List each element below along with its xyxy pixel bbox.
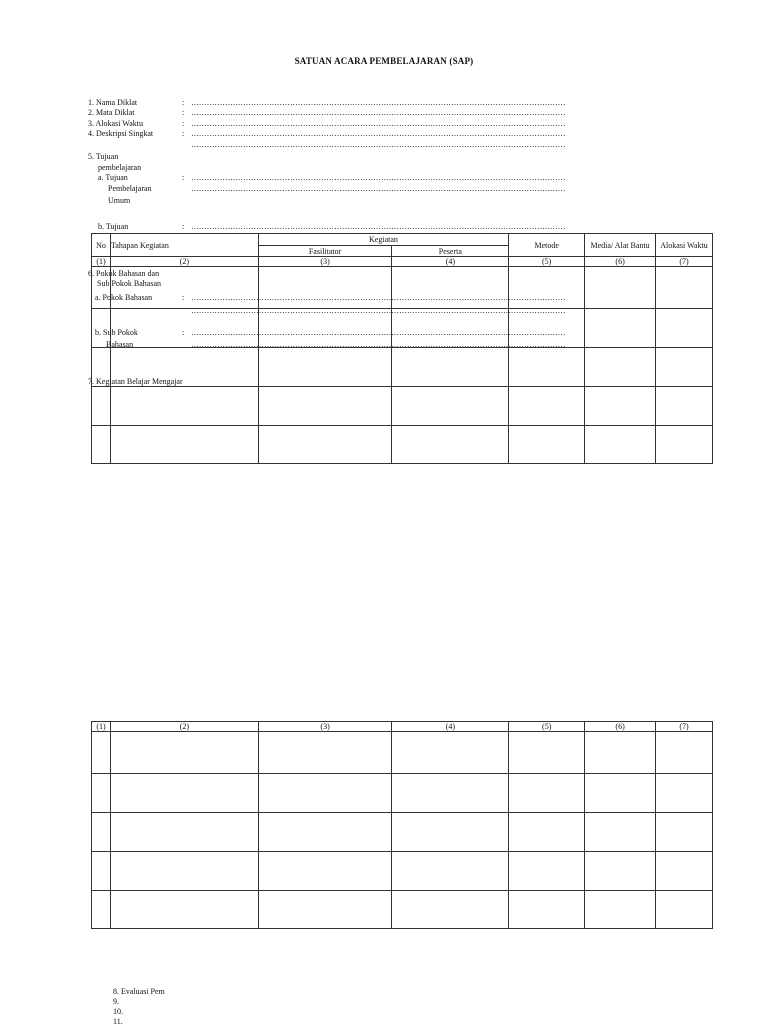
col-number: (5) <box>509 257 585 267</box>
field-dots-deskripsi-singkat[interactable]: ……………………………………………………………………………………………………………………………… <box>191 129 566 138</box>
table-row <box>92 774 713 813</box>
field-colon: : <box>182 328 185 337</box>
col-header-fasilitator: Fasilitator <box>258 246 392 257</box>
field-label-alokasi-waktu: 3. Alokasi Waktu <box>88 119 143 128</box>
col-number: (7) <box>656 257 713 267</box>
kegiatan-table-continued <box>91 721 713 929</box>
field-colon: : <box>182 173 185 182</box>
col-number: (4) <box>392 257 509 267</box>
field-colon: : <box>182 119 185 128</box>
tujuan-khusus-dots[interactable]: ……………………………………………………………………………………………………………………………… <box>191 222 566 231</box>
col-number: (2) <box>110 257 258 267</box>
col-number: (6) <box>585 257 656 267</box>
sub-pokok-dots[interactable]: ……………………………………………………………………………………………………………………………… <box>191 328 566 337</box>
field-dots-alokasi-waktu[interactable]: ……………………………………………………………………………………………………………………………… <box>191 119 566 128</box>
col-number: (2) <box>110 722 258 732</box>
field-dots-mata-diklat[interactable]: ……………………………………………………………………………………………………………………………… <box>191 108 566 117</box>
field-label-nama-diklat: 1. Nama Diklat <box>88 98 138 107</box>
footer-item-11: 11. <box>113 1017 123 1026</box>
table-row <box>92 732 713 774</box>
table-number-row <box>92 257 713 267</box>
col-header-media: Media/ Alat Bantu <box>585 234 656 257</box>
field-colon: : <box>182 98 185 107</box>
col-header-no: No <box>92 234 111 257</box>
pokok-heading-line2: Sub Pokok Bahasan <box>97 279 161 288</box>
page-title: SATUAN ACARA PEMBELAJARAN (SAP) <box>294 56 474 66</box>
kbm-heading: 7. Kegiatan Belajar Mengajar <box>88 377 183 386</box>
col-number: (6) <box>585 722 656 732</box>
pokok-heading: 6. Pokok Bahasan dan <box>88 269 160 278</box>
tujuan-heading: 5. Tujuan <box>88 152 119 161</box>
col-number: (3) <box>258 257 392 267</box>
footer-item-8: 8. Evaluasi Pem <box>113 987 165 996</box>
col-header-tahapan-text: Tahapan Kegiatan <box>110 240 169 250</box>
col-header-alokasi: Alokasi Waktu <box>656 234 713 257</box>
footer-item-10: 10. <box>113 1007 123 1016</box>
table-row <box>92 426 713 464</box>
tujuan-umum-label: a. Tujuan <box>98 173 128 182</box>
tujuan-umum-label-line2: Pembelajaran <box>108 184 152 193</box>
table-number-row <box>92 722 713 732</box>
table-header-row <box>92 234 713 246</box>
tujuan-khusus-label: b. Tujuan <box>98 222 129 231</box>
field-label-mata-diklat: 2. Mata Diklat <box>88 108 135 117</box>
tujuan-umum-dots[interactable]: ……………………………………………………………………………………………………………………………… <box>191 173 566 182</box>
field-colon: : <box>182 222 185 231</box>
field-dots-deskripsi-line2[interactable]: ……………………………………………………………………………………………………………………………… <box>191 140 566 149</box>
field-colon: : <box>182 129 185 138</box>
field-dots-nama-diklat[interactable]: ……………………………………………………………………………………………………………………………… <box>191 98 566 107</box>
pokok-bahasan-label: a. Pokok Bahasan <box>95 293 153 302</box>
tujuan-umum-dots-line2[interactable]: ……………………………………………………………………………………………………………………………… <box>191 184 566 193</box>
col-number: (1) <box>92 257 111 267</box>
col-number: (4) <box>392 722 509 732</box>
pokok-bahasan-dots-line2[interactable]: ……………………………………………………………………………………………………………………………… <box>191 306 566 315</box>
sub-pokok-label-line2: Bahasan <box>106 340 134 349</box>
col-number: (7) <box>656 722 713 732</box>
col-number: (3) <box>258 722 392 732</box>
col-header-tahapan <box>110 234 258 257</box>
field-colon: : <box>182 108 185 117</box>
tujuan-heading-line2: pembelajaran <box>98 163 142 172</box>
field-label-deskripsi-singkat: 4. Deskripsi Singkat <box>88 129 154 138</box>
table-row <box>92 891 713 929</box>
footer-item-9: 9. <box>113 997 119 1006</box>
table-row <box>92 852 713 891</box>
pokok-bahasan-dots[interactable]: ……………………………………………………………………………………………………………………………… <box>191 293 566 302</box>
table-row <box>92 348 713 387</box>
col-header-kegiatan: Kegiatan <box>258 234 509 246</box>
col-header-peserta: Peserta <box>392 246 509 257</box>
sub-pokok-label: b. Sub Pokok <box>95 328 138 337</box>
sub-pokok-dots-line2[interactable]: ……………………………………………………………………………………………………………………………… <box>191 340 566 349</box>
col-number: (1) <box>92 722 111 732</box>
table-row <box>92 813 713 852</box>
table-row <box>92 387 713 426</box>
col-number: (5) <box>509 722 585 732</box>
tujuan-umum-label-line3: Umum <box>108 196 131 205</box>
field-colon: : <box>182 293 185 302</box>
col-header-metode: Metode <box>509 234 585 257</box>
